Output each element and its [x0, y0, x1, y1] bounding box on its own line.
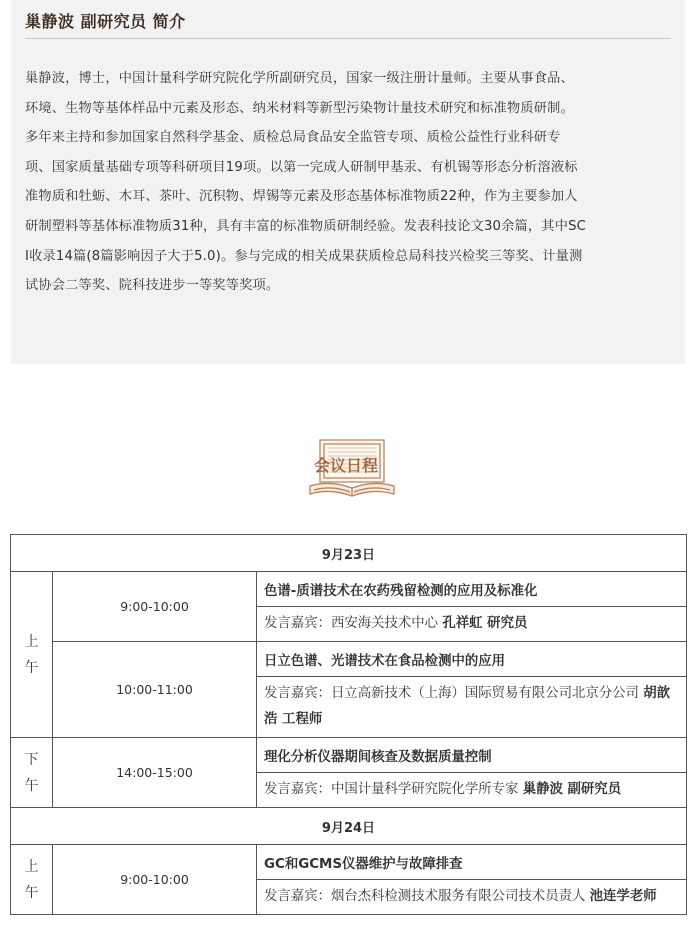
session-speaker: 发言嘉宾：西安海关技术中心 孔祥虹 研究员 — [257, 607, 687, 642]
session-topic: 日立色谱、光谱技术在食品检测中的应用 — [257, 642, 687, 677]
bio-line: 研制塑料等基体标准物质31种，具有丰富的标准物质研制经验。发表科技论文30余篇，其中SC — [25, 218, 587, 234]
bio-text — [25, 64, 671, 301]
schedule-heading: 会议日程 — [313, 456, 378, 475]
speaker-name: 孔祥虹 研究员 — [442, 616, 528, 631]
session-topic: 理化分析仪器期间核查及数据质量控制 — [257, 738, 687, 773]
bio-line: 试协会二等奖、院科技进步一等奖等奖项。 — [25, 278, 280, 294]
speaker-name: 巢静波 副研究员 — [522, 782, 622, 797]
schedule-table — [10, 534, 687, 915]
table-row — [11, 738, 687, 773]
session-speaker: 发言嘉宾：日立高新技术（上海）国际贸易有限公司北京分公司 胡歆浩 工程师 — [257, 677, 687, 738]
table-row — [11, 642, 687, 677]
speaker-name: 池连学老师 — [589, 889, 657, 904]
session-time: 10:00-11:00 — [53, 642, 257, 738]
bio-line: 准物质和牡蛎、木耳、茶叶、沉积物、焊锡等元素及形态基体标准物质22种，作为主要参加人 — [25, 189, 578, 205]
bio-line: 巢静波，博士，中国计量科学研究院化学所副研究员，国家一级注册计量师。主要从事食品、 — [25, 71, 574, 86]
speaker-name: 胡歆浩 工程师 — [264, 686, 670, 727]
session-time: 14:00-15:00 — [53, 738, 257, 808]
bio-line: I收录14篇(8篇影响因子大于5.0)。参与完成的相关成果获质检总局科技兴检奖三等奖、计量测 — [25, 248, 583, 264]
period-afternoon: 下 午 — [11, 738, 53, 808]
bio-line: 环境、生物等基体样品中元素及形态、纳米材料等新型污染物计量技术研究和标准物质研制。 — [25, 100, 574, 116]
period-morning: 上 午 — [11, 572, 53, 738]
date-header: 9月23日 — [11, 535, 687, 572]
session-speaker: 发言嘉宾：中国计量科学研究院化学所专家 巢静波 副研究员 — [257, 773, 687, 808]
period-morning: 上 午 — [11, 845, 53, 915]
session-topic: 色谱-质谱技术在农药残留检测的应用及标准化 — [257, 572, 687, 607]
bio-title: 巢静波 副研究员 简介 — [25, 8, 671, 39]
session-time: 9:00-10:00 — [53, 572, 257, 642]
table-row — [11, 535, 687, 572]
table-row — [11, 845, 687, 880]
date-header: 9月24日 — [11, 808, 687, 845]
table-row — [11, 808, 687, 845]
table-row — [11, 572, 687, 607]
session-topic: GC和GCMS仪器维护与故障排查 — [257, 845, 687, 880]
bio-line: 多年来主持和参加国家自然科学基金、质检总局食品安全监管专项、质检公益性行业科研专 — [25, 130, 561, 146]
session-speaker: 发言嘉宾：烟台杰科检测技术服务有限公司技术员责人 池连学老师 — [257, 880, 687, 915]
bio-line: 项、国家质量基础专项等科研项目19项。以第一完成人研制甲基汞、有机锡等形态分析溶液标 — [25, 159, 578, 175]
bio-panel — [11, 0, 685, 364]
session-time: 9:00-10:00 — [53, 845, 257, 915]
